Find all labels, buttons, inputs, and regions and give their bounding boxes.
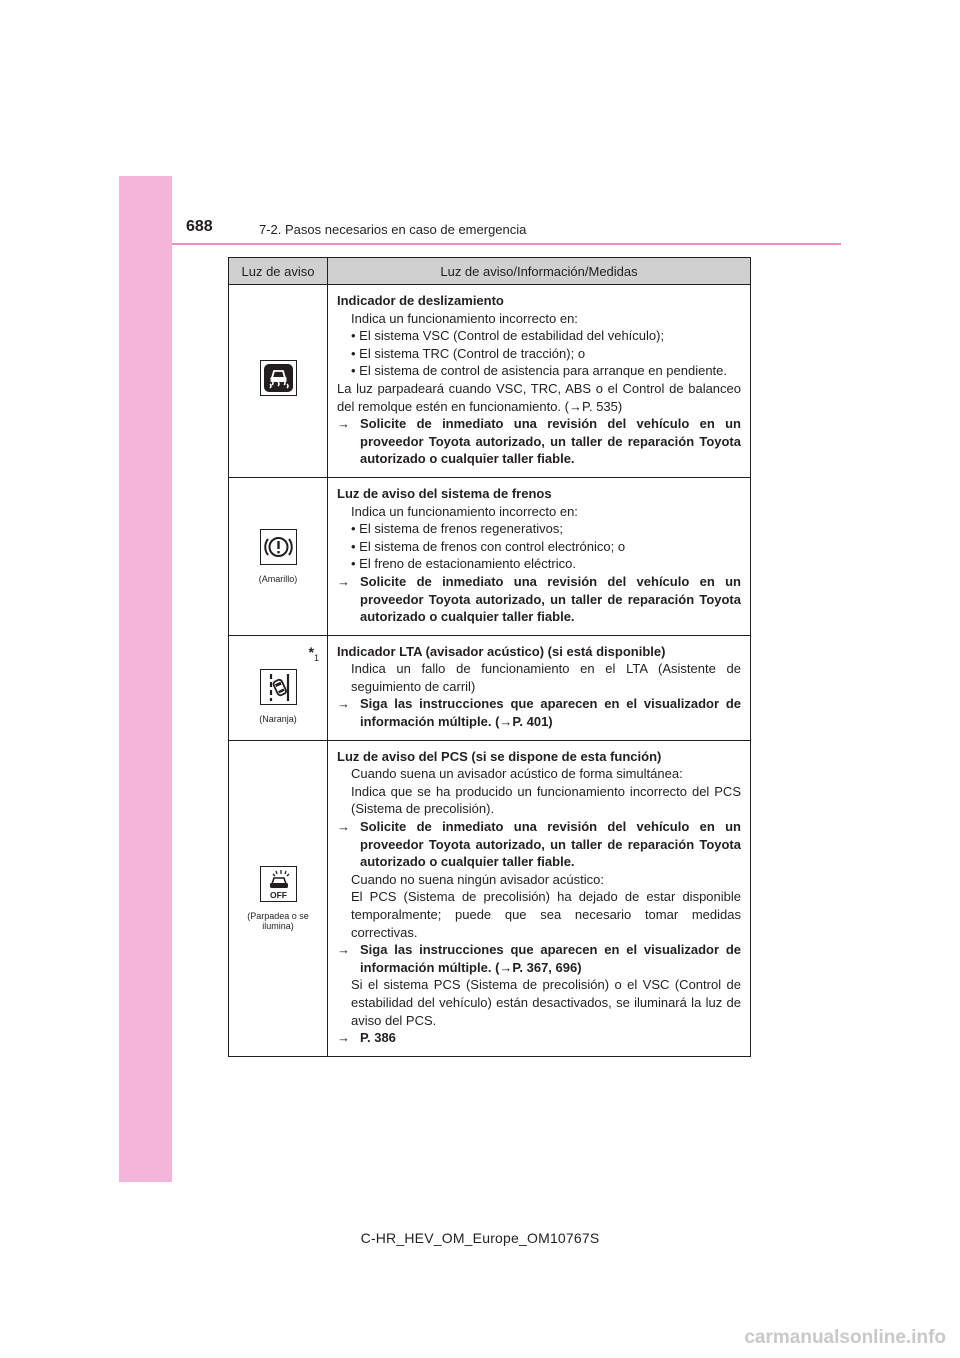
arrow-icon: →	[568, 398, 582, 414]
table-row	[229, 635, 751, 740]
row-intro: Indica que se ha producido un funcionamiento incorrecto del PCS (Sistema de precolisión).	[351, 783, 741, 817]
icon-caption: (Amarillo)	[258, 573, 298, 584]
bullet-item: • El freno de estacionamiento eléctrico.	[351, 556, 576, 572]
row-title: Luz de aviso del PCS (si se dispone de esta función)	[337, 748, 662, 764]
arrow-icon: →	[337, 573, 350, 589]
info-cell	[328, 740, 751, 1056]
action-text: P. 386	[360, 1030, 396, 1046]
footnote-number: 1	[313, 652, 319, 663]
row-intro: Indica un funcionamiento incorrecto en:	[351, 503, 578, 519]
row-intro: Indica un fallo de funcionamiento en el LTA (Asistente de seguimiento de carril)	[351, 661, 741, 694]
row-action	[337, 1029, 741, 1047]
row-intro: Indica un funcionamiento incorrecto en:	[351, 310, 578, 326]
row-intro: El PCS (Sistema de precolisión) ha dejado de estar disponible temporalmente; puede que sea necesario tomar medidas correctivas.	[351, 889, 741, 940]
bullet-item: • El sistema VSC (Control de estabilidad del vehículo);	[351, 328, 665, 344]
site-watermark: carmanualsonline.info	[744, 1327, 946, 1348]
info-cell	[328, 477, 751, 635]
row-intro: Cuando suena un avisador acústico de forma simultánea:	[351, 766, 683, 782]
arrow-icon: →	[337, 942, 350, 958]
warning-light-table	[228, 257, 751, 1057]
row-title: Indicador de deslizamiento	[337, 293, 504, 308]
arrow-icon: →	[337, 1030, 350, 1046]
row-note	[337, 380, 741, 415]
document-code: C-HR_HEV_OM_Europe_OM10767S	[360, 1230, 600, 1246]
side-tab-strip	[119, 176, 172, 1182]
icon-caption: (Parpadea o se ilumina)	[247, 910, 309, 931]
bullet-item: • El sistema de control de asistencia para arranque en pendiente.	[351, 363, 728, 379]
arrow-icon: →	[337, 416, 350, 432]
table-row	[229, 740, 751, 1056]
row-intro: Cuando no suena ningún avisador acústico:	[351, 871, 604, 887]
col-header-light: Luz de aviso	[229, 258, 328, 285]
bullet-item: • El sistema de frenos con control electrónico; o	[351, 538, 626, 554]
table-row	[229, 285, 751, 478]
arrow-icon: →	[337, 819, 350, 835]
icon-caption: (Naranja)	[259, 714, 297, 725]
header-rule	[172, 243, 841, 245]
row-title: Luz de aviso del sistema de frenos	[337, 485, 552, 501]
arrow-icon: →	[337, 696, 350, 712]
pcs-off-icon	[260, 866, 297, 902]
bullet-item: • El sistema TRC (Control de tracción); o	[351, 345, 586, 361]
action-text: Solicite de inmediato una revisión del vehículo en un proveedor Toyota autorizado, un taller de reparación Toyota autorizado o cualquier taller fiable.	[360, 416, 741, 467]
chapter-heading: 7-2. Pasos necesarios en caso de emergencia	[259, 222, 527, 237]
skid-indicator-icon	[260, 360, 297, 396]
icon-cell	[229, 477, 328, 635]
footnote-marker	[309, 644, 319, 663]
brake-warning-icon	[260, 529, 297, 565]
row-action	[337, 695, 741, 730]
row-action	[337, 573, 741, 626]
row-title: Indicador LTA (avisador acústico) (si está disponible)	[337, 643, 666, 659]
action-text: Siga las instrucciones que aparecen en el visualizador de información múltiple. (→P. 401)	[360, 696, 741, 730]
footnote-star: *	[308, 643, 314, 660]
action-text: Solicite de inmediato una revisión del vehículo en un proveedor Toyota autorizado, un taller de reparación Toyota autorizado o cualquier taller fiable.	[360, 573, 741, 625]
action-text: Solicite de inmediato una revisión del vehículo en un proveedor Toyota autorizado, un taller de reparación Toyota autorizado o cualquier taller fiable.	[360, 819, 741, 870]
bullet-item: • El sistema de frenos regenerativos;	[351, 521, 563, 537]
row-action	[337, 415, 741, 468]
table-row	[229, 477, 751, 635]
table-header-row	[229, 258, 751, 285]
info-cell	[328, 635, 751, 740]
action-text: Siga las instrucciones que aparecen en el visualizador de información múltiple. (→P. 367, 696)	[360, 942, 741, 975]
row-note: Si el sistema PCS (Sistema de precolisión) o el VSC (Control de estabilidad del vehículo) están desactivados, se iluminará la luz de aviso del PCS.	[351, 977, 741, 1028]
col-header-info: Luz de aviso/Información/Medidas	[328, 258, 751, 285]
icon-cell	[229, 740, 328, 1056]
row-action	[337, 818, 741, 871]
off-label: OFF	[269, 889, 287, 900]
note-text: La luz parpadeará cuando VSC, TRC, ABS o el Control de balanceo del remolque estén en funcionamiento. (	[337, 380, 741, 414]
icon-cell	[229, 285, 328, 478]
page-reference: P. 535)	[581, 398, 623, 414]
row-action	[337, 941, 741, 976]
lta-lane-icon	[260, 669, 297, 705]
info-cell	[328, 285, 751, 478]
icon-cell	[229, 635, 328, 740]
page-number: 688	[186, 218, 213, 235]
